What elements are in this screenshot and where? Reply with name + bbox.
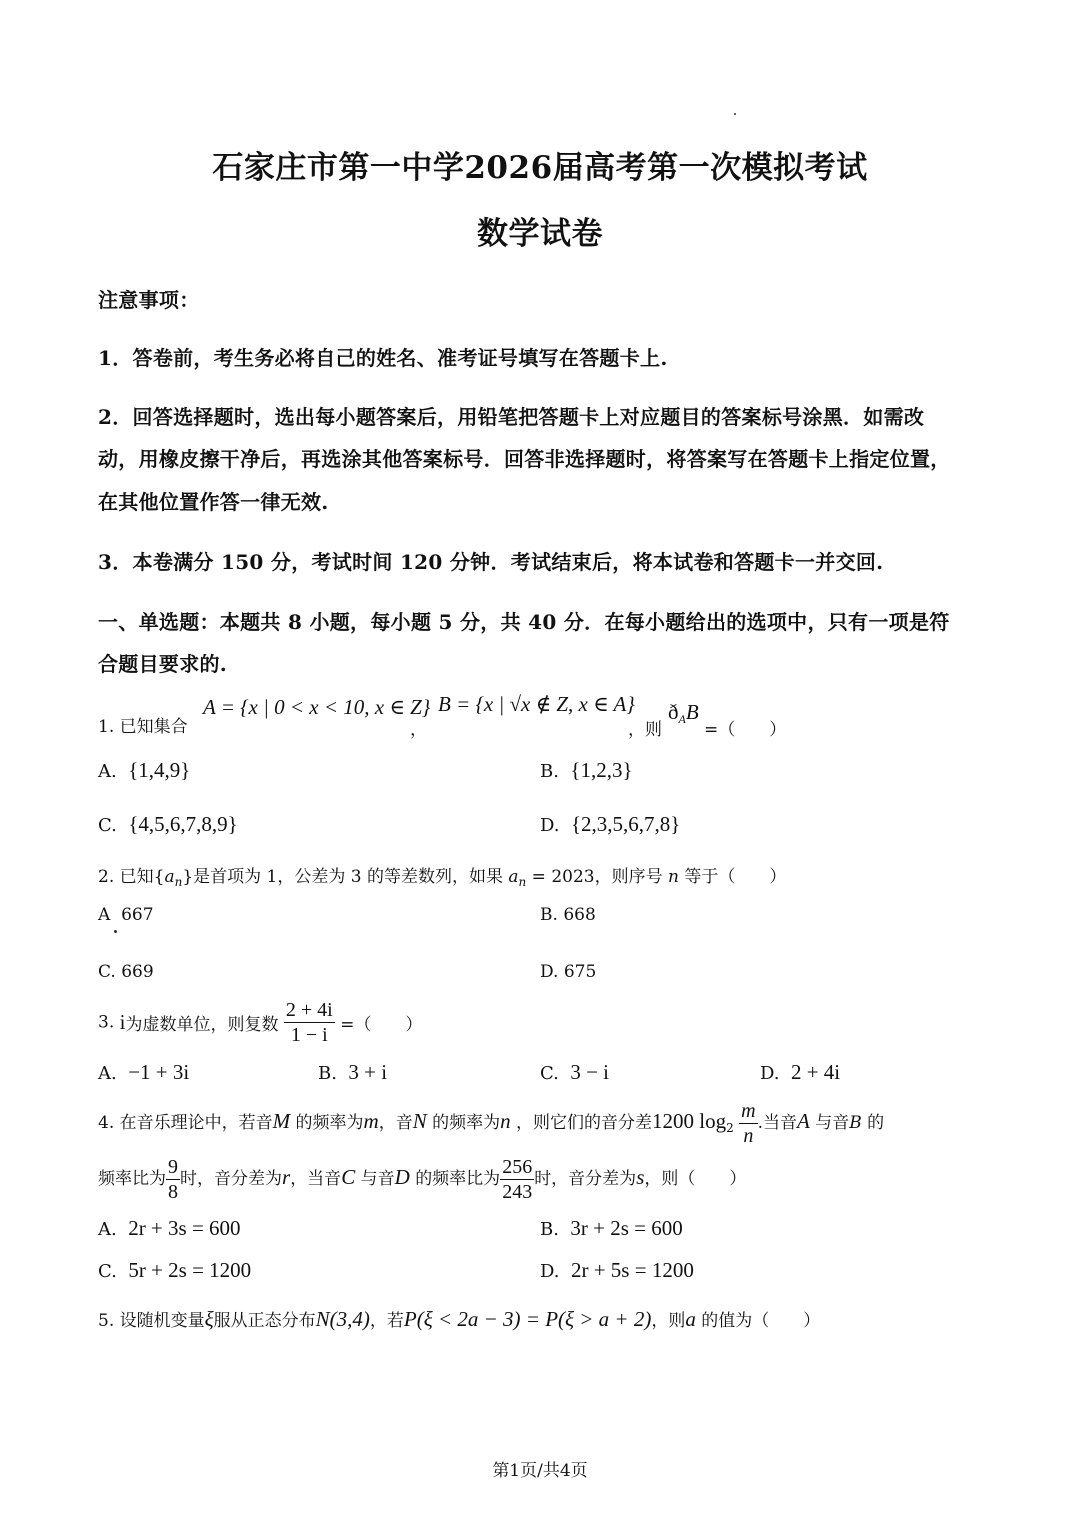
section-heading-line2: 合题目要求的. — [98, 652, 228, 676]
q5-stem: 5. 设随机变量ξ服从正态分布N(3,4)，若P(ξ < 2a − 3) = P(ξ > a + 2)，则a 的值为（ ） — [98, 1307, 821, 1331]
q2-option-b[interactable]: B. 668 — [540, 905, 596, 925]
q4-fraction-256-243: $\frac{256}{243}$ — [502, 1156, 533, 1203]
q3-option-c[interactable]: C. 3 − i — [540, 1060, 609, 1084]
q1-option-d[interactable]: D. {2,3,5,6,7,8} — [540, 812, 681, 836]
q4-option-d[interactable]: D. 2r + 5s = 1200 — [540, 1258, 694, 1282]
q2-option-a[interactable]: A 667 — [98, 905, 154, 925]
page-number: 第1页/共4页 — [492, 1461, 588, 1481]
q2-stem: 2. 已知$\{a_n\}$是首项为 1，公差为 3 的等差数列，如果 $a_n = 2023$，则序号 n 等于（ ） — [98, 867, 787, 889]
q1-option-b[interactable]: B. {1,2,3} — [540, 758, 633, 782]
note-item-2a: 2．回答选择题时，选出每小题答案后，用铅笔把答题卡上对应题目的答案标号涂黑．如需改 — [98, 405, 925, 429]
q3-fraction: $\frac{2 + 4i}{1 - i}$ — [285, 999, 333, 1046]
option-dot-mark — [114, 930, 117, 933]
speck-mark — [734, 113, 736, 115]
note-item-2c: 在其他位置作答一律无效. — [98, 490, 329, 514]
note-item-2b: 动，用橡皮擦干净后，再选涂其他答案标号．回答非选择题时，将答案写在答题卡上指定位置， — [98, 447, 951, 471]
q1-tail: =（ ） — [704, 720, 787, 740]
q1-option-a[interactable]: A. {1,4,9} — [98, 758, 191, 782]
q4-fraction-98: $\frac{9}{8}$ — [168, 1156, 178, 1203]
section-heading-line1: 一、单选题：本题共 8 小题，每小题 5 分，共 40 分．在每小题给出的选项中，只有一项是符 — [98, 610, 950, 634]
q4-option-b[interactable]: B. 3r + 2s = 600 — [540, 1216, 683, 1240]
q4-fraction-mn: $\frac{m}{n}$ — [741, 1100, 756, 1147]
q4-stem-line2: 频率比为 $\frac{9}{8}$ 时，音分差为r，当音C 与音D 的频率比为 $\frac{256}{243}$ 时，音分差为s，则（ ） — [98, 1156, 747, 1203]
q4-stem-line1: 4. 在音乐理论中，若音M 的频率为m，音N 的频率为n ，则它们的音分差1200 $\log_2$ $\frac{m}{n}$ .当音A 与音B 的 — [98, 1100, 885, 1147]
q1-set-b: B = {x | √x ∉ Z, x ∈ A} — [438, 692, 635, 716]
q3-option-b[interactable]: B. 3 + i — [318, 1060, 388, 1084]
notes-heading: 注意事项： — [98, 288, 200, 312]
q2-option-c[interactable]: C. 669 — [98, 962, 154, 982]
q1-comma: ， — [410, 720, 427, 740]
q3-stem: 3. i为虚数单位，则复数 $\frac{2 + 4i}{1 - i}$ =（ ） — [98, 999, 423, 1046]
q2-option-d[interactable]: D. 675 — [540, 962, 597, 982]
q1-option-c[interactable]: C. {4,5,6,7,8,9} — [98, 812, 238, 836]
q3-option-a[interactable]: A. −1 + 3i — [98, 1060, 190, 1084]
q1-suffix: ，则 — [628, 720, 662, 740]
q1-complement: $ð_AB$ — [668, 700, 699, 726]
q4-option-c[interactable]: C. 5r + 2s = 1200 — [98, 1258, 252, 1282]
exam-title: 石家庄市第一中学2026届高考第一次模拟考试 — [212, 150, 868, 186]
q1-set-a: A = {x | 0 < x < 10, x ∈ Z} — [203, 695, 431, 719]
q3-option-d[interactable]: D. 2 + 4i — [760, 1060, 841, 1084]
q4-option-a[interactable]: A. 2r + 3s = 600 — [98, 1216, 241, 1240]
exam-subtitle: 数学试卷 — [477, 216, 603, 252]
note-item-3: 3．本卷满分 150 分，考试时间 120 分钟．考试结束后，将本试卷和答题卡一并交回. — [98, 550, 884, 574]
note-item-1: 1．答卷前，考生务必将自己的姓名、准考证号填写在答题卡上. — [98, 346, 668, 370]
q1-prefix: 1. 已知集合 — [98, 717, 188, 737]
